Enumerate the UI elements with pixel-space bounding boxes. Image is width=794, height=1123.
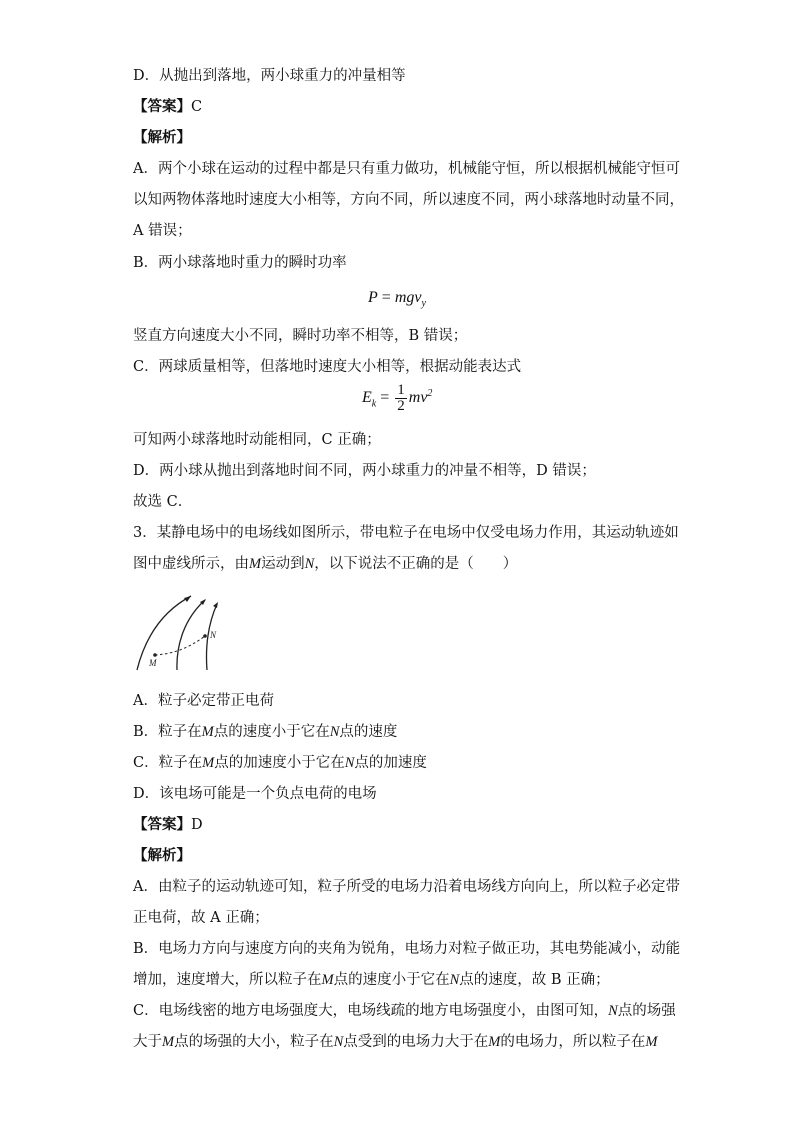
point-m — [153, 653, 157, 657]
answer-line-1 — [133, 97, 202, 117]
answer-line-2 — [133, 815, 203, 835]
power-formula: P = mgv$_y$ — [368, 289, 426, 310]
text-line: A．由粒子的运动轨迹可知，粒子所受的电场力沿着电场线方向向上，所以粒子必定带 — [133, 879, 680, 895]
text-line: B．电场力方向与速度方向的夹角为锐角，电场力对粒子做正功，其电势能减小，动能 — [133, 941, 681, 957]
answer-value: D — [191, 817, 203, 833]
option-d-prev: D．从抛出到落地，两小球重力的冲量相等 — [133, 68, 406, 84]
answer-value: C — [191, 99, 203, 115]
electric-field-figure — [133, 592, 233, 674]
analysis-heading-1: 【解析】 — [133, 129, 191, 146]
answer-label: 【答案】 — [133, 816, 191, 833]
text-line: D．两小球从抛出到落地时间不同，两小球重力的冲量不相等，D 错误； — [133, 463, 596, 479]
question-3-stem-cont: 图中虚线所示，由M运动到N，以下说法不正确的是（ ） — [133, 556, 518, 572]
text-line: A 错误； — [133, 223, 192, 239]
text-line: B．两小球落地时重力的瞬时功率 — [133, 255, 347, 271]
text-line: 大于M点的场强的大小，粒子在N点受到的电场力大于在M的电场力，所以粒子在M — [133, 1034, 658, 1050]
kinetic-energy-formula: $E_k$ = $\frac{1}{2}$ $mv^2$ — [362, 382, 433, 414]
trajectory-dashed — [155, 636, 205, 655]
label-m: M — [149, 658, 157, 668]
text-line: 竖直方向速度大小不同，瞬时功率不相等，B 错误； — [133, 328, 468, 344]
point-n — [203, 634, 207, 638]
field-arrow-3 — [213, 602, 218, 608]
option-a: A．粒子必定带正电荷 — [133, 693, 274, 709]
text-line: 故选 C． — [133, 494, 193, 510]
text-line: A．两个小球在运动的过程中都是只有重力做功，机械能守恒，所以根据机械能守恒可 — [133, 161, 680, 177]
analysis-heading-2: 【解析】 — [133, 847, 191, 864]
text-line: C．电场线密的地方电场强度大，电场线疏的地方电场强度小，由图可知，N点的场强 — [133, 1003, 676, 1019]
question-3-stem: 3．某静电场中的电场线如图所示，带电粒子在电场中仅受电场力作用，其运动轨迹如 — [133, 525, 679, 541]
label-n: N — [210, 630, 217, 640]
answer-label: 【答案】 — [133, 98, 191, 115]
text-line: 增加，速度增大，所以粒子在M点的速度小于它在N点的速度，故 B 正确； — [133, 972, 610, 988]
text-line: 正电荷，故 A 正确； — [133, 910, 269, 926]
option-d: D．该电场可能是一个负点电荷的电场 — [133, 786, 377, 802]
option-b: B．粒子在M点的速度小于它在N点的速度 — [133, 724, 398, 740]
text-line: 可知两小球落地时动能相同，C 正确； — [133, 432, 381, 448]
field-line-2 — [177, 600, 205, 670]
field-arrow-1 — [184, 596, 191, 602]
option-c: C．粒子在M点的加速度小于它在N点的加速度 — [133, 755, 427, 771]
text-line: C．两球质量相等，但落地时速度大小相等，根据动能表达式 — [133, 359, 522, 375]
text-line: 以知两物体落地时速度大小相等，方向不同，所以速度不同，两小球落地时动量不同， — [133, 192, 684, 208]
